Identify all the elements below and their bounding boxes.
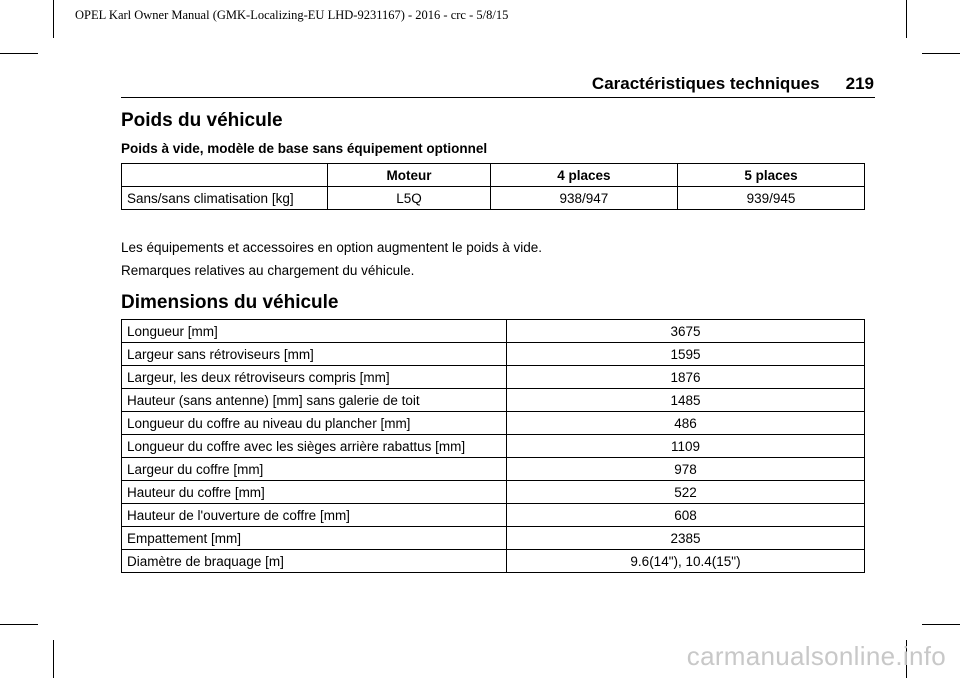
table-cell: Longueur du coffre avec les sièges arrière rabattus [mm] (122, 435, 507, 458)
crop-mark (53, 0, 54, 38)
crop-mark (922, 53, 960, 54)
table-row (122, 527, 865, 550)
header-rule (121, 97, 875, 98)
section-title: Caractéristiques techniques (591, 74, 820, 93)
table-cell: 3675 (507, 320, 865, 343)
table-cell: 1876 (507, 366, 865, 389)
column-header (122, 164, 328, 187)
table-cell: Hauteur de l'ouverture de coffre [mm] (122, 504, 507, 527)
table-row (122, 435, 865, 458)
table-row (122, 412, 865, 435)
weight-heading: Poids du véhicule (121, 110, 283, 131)
table-row (122, 389, 865, 412)
watermark: carmanualsonline.info (686, 641, 946, 671)
dimensions-heading: Dimensions du véhicule (121, 292, 339, 313)
dimensions-table (121, 319, 865, 573)
crop-mark (906, 0, 907, 38)
table-cell: Longueur [mm] (122, 320, 507, 343)
table-cell: Sans/sans climatisation [kg] (122, 187, 328, 210)
table-cell: Largeur du coffre [mm] (122, 458, 507, 481)
table-cell: Largeur sans rétroviseurs [mm] (122, 343, 507, 366)
crop-mark (0, 624, 38, 625)
table-cell: Largeur, les deux rétroviseurs compris [mm] (122, 366, 507, 389)
running-header (540, 74, 874, 94)
table-cell: Diamètre de braquage [m] (122, 550, 507, 573)
crop-mark (53, 640, 54, 678)
table-row (122, 366, 865, 389)
table-cell: 522 (507, 481, 865, 504)
table-row (122, 320, 865, 343)
table-row (122, 458, 865, 481)
table-cell: 938/947 (490, 187, 677, 210)
table-row (122, 481, 865, 504)
column-header: 5 places (677, 164, 864, 187)
table-cell: 486 (507, 412, 865, 435)
table-header-row (122, 164, 865, 187)
column-header: Moteur (328, 164, 491, 187)
table-cell: 2385 (507, 527, 865, 550)
table-cell: L5Q (328, 187, 491, 210)
table-row (122, 550, 865, 573)
document-meta: OPEL Karl Owner Manual (GMK-Localizing-EU LHD-9231167) - 2016 - crc - 5/8/15 (75, 8, 509, 22)
table-cell: Longueur du coffre au niveau du plancher [mm] (122, 412, 507, 435)
weight-table (121, 163, 865, 210)
note-paragraph: Remarques relatives au chargement du véhicule. (121, 263, 415, 278)
table-cell: 9.6(14"), 10.4(15") (507, 550, 865, 573)
table-cell: 978 (507, 458, 865, 481)
table-cell: Hauteur du coffre [mm] (122, 481, 507, 504)
table-cell: Hauteur (sans antenne) [mm] sans galerie de toit (122, 389, 507, 412)
weight-subheading: Poids à vide, modèle de base sans équipement optionnel (121, 141, 488, 156)
column-header: 4 places (490, 164, 677, 187)
table-row (122, 504, 865, 527)
table-row (122, 187, 865, 210)
table-row (122, 343, 865, 366)
table-cell: 1109 (507, 435, 865, 458)
crop-mark (922, 624, 960, 625)
table-cell: Empattement [mm] (122, 527, 507, 550)
table-cell: 1485 (507, 389, 865, 412)
table-cell: 1595 (507, 343, 865, 366)
note-paragraph: Les équipements et accessoires en option augmentent le poids à vide. (121, 240, 543, 255)
table-cell: 608 (507, 504, 865, 527)
page-number: 219 (845, 74, 874, 93)
crop-mark (0, 53, 38, 54)
table-cell: 939/945 (677, 187, 864, 210)
